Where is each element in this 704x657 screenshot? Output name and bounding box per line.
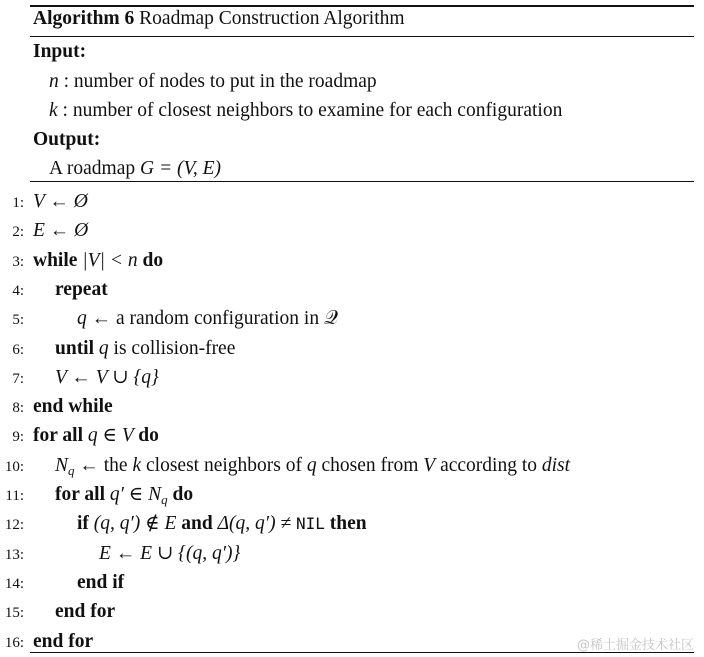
line-segment: end for	[33, 631, 94, 652]
line-segment: and	[181, 513, 213, 534]
line-segment: q	[68, 463, 75, 478]
line-segment: end for	[55, 601, 116, 622]
watermark: @稀土掘金技术社区	[576, 638, 694, 653]
line-number: 3:	[12, 254, 24, 270]
output-heading: Output:	[33, 129, 101, 150]
line-segment: ←	[74, 455, 104, 476]
line-segment: for all	[55, 484, 106, 505]
output-prefix: A roadmap	[49, 158, 140, 179]
line-number: 9:	[12, 429, 24, 445]
input-var: n	[49, 71, 59, 92]
line-segment: (q, q′) ∉ E	[88, 513, 182, 534]
line-number: 15:	[4, 605, 24, 621]
line-number: 11:	[5, 488, 24, 504]
input-k	[49, 99, 562, 123]
line-segment: according to	[435, 455, 542, 476]
line-segment: for all	[33, 425, 84, 446]
line-segment: E ← Ø	[33, 220, 89, 241]
line-segment: if	[77, 513, 89, 534]
line-number: 16:	[4, 635, 24, 651]
algorithm-caption	[33, 7, 405, 31]
line-segment: q ←	[77, 308, 116, 329]
line-segment: N	[55, 455, 69, 476]
line-segment: |V| < n	[77, 250, 143, 271]
line-segment: q	[306, 455, 317, 476]
input-desc: : number of nodes to put in the roadmap	[58, 71, 377, 92]
line-number: 12:	[4, 517, 24, 533]
input-desc: : number of closest neighbors to examine for each configuration	[57, 100, 563, 121]
line-segment: dist	[541, 455, 571, 476]
algorithm-title: Roadmap Construction Algorithm	[139, 8, 405, 29]
algorithm-line	[33, 395, 113, 419]
line-segment: NIL	[296, 514, 325, 533]
header-bottom-rule	[30, 181, 694, 182]
line-number: 2:	[12, 224, 24, 240]
line-segment: do	[138, 425, 159, 446]
input-var: k	[49, 100, 58, 121]
algorithm-line	[33, 190, 88, 214]
line-segment: repeat	[55, 279, 108, 300]
input-n	[49, 70, 377, 94]
line-segment: do	[142, 250, 164, 271]
algorithm-line	[33, 249, 163, 273]
algorithm-line	[55, 337, 235, 361]
line-segment: q	[161, 492, 168, 507]
algorithm-line	[55, 366, 159, 390]
input-heading: Input:	[33, 41, 87, 62]
line-segment: then	[329, 513, 367, 534]
line-number: 1:	[12, 195, 24, 211]
line-number: 5:	[12, 312, 24, 328]
algorithm-line	[33, 630, 93, 654]
algorithm-line	[33, 424, 159, 448]
line-segment: V ← V ∪ {q}	[55, 367, 159, 388]
algorithm-line	[77, 512, 367, 536]
line-segment: k	[132, 455, 142, 476]
line-segment: closest neighbors of	[141, 455, 307, 476]
algorithm-line	[55, 454, 570, 483]
line-number: 10:	[4, 459, 24, 475]
line-segment: do	[172, 484, 194, 505]
line-segment: 𝒬	[323, 308, 338, 329]
algorithm-label: Algorithm 6	[33, 8, 135, 29]
line-segment: q ∈ V	[83, 425, 139, 446]
line-segment: is collision-free	[113, 338, 236, 359]
algorithm-line	[99, 542, 240, 566]
algorithm-line	[55, 278, 108, 302]
line-segment: the	[103, 455, 133, 476]
line-segment: a random configuration in	[116, 308, 324, 329]
line-segment: Δ(q, q′) ≠	[212, 513, 297, 534]
line-segment: end while	[33, 396, 113, 417]
algorithm-line	[55, 600, 115, 624]
line-number: 13:	[4, 547, 24, 563]
line-segment: until	[55, 338, 95, 359]
line-number: 4:	[12, 283, 24, 299]
line-segment: end if	[77, 572, 125, 593]
output-line	[49, 157, 221, 181]
line-segment: chosen from	[316, 455, 424, 476]
line-segment: V	[423, 455, 436, 476]
line-number: 6:	[12, 342, 24, 358]
line-number: 7:	[12, 371, 24, 387]
line-segment: E ← E ∪ {(q, q′)}	[99, 543, 241, 564]
title-rule	[30, 36, 694, 37]
algorithm-line	[55, 483, 193, 512]
line-segment: while	[33, 250, 78, 271]
algorithm-line	[77, 571, 124, 595]
line-segment: q	[94, 338, 114, 359]
line-segment: q′ ∈ N	[105, 484, 162, 505]
line-segment: V ← Ø	[33, 191, 88, 212]
line-number: 8:	[12, 400, 24, 416]
algorithm-line	[77, 307, 338, 331]
output-expr: G = (V, E)	[139, 158, 222, 179]
line-number: 14:	[4, 576, 24, 592]
algorithm-line	[33, 219, 88, 243]
